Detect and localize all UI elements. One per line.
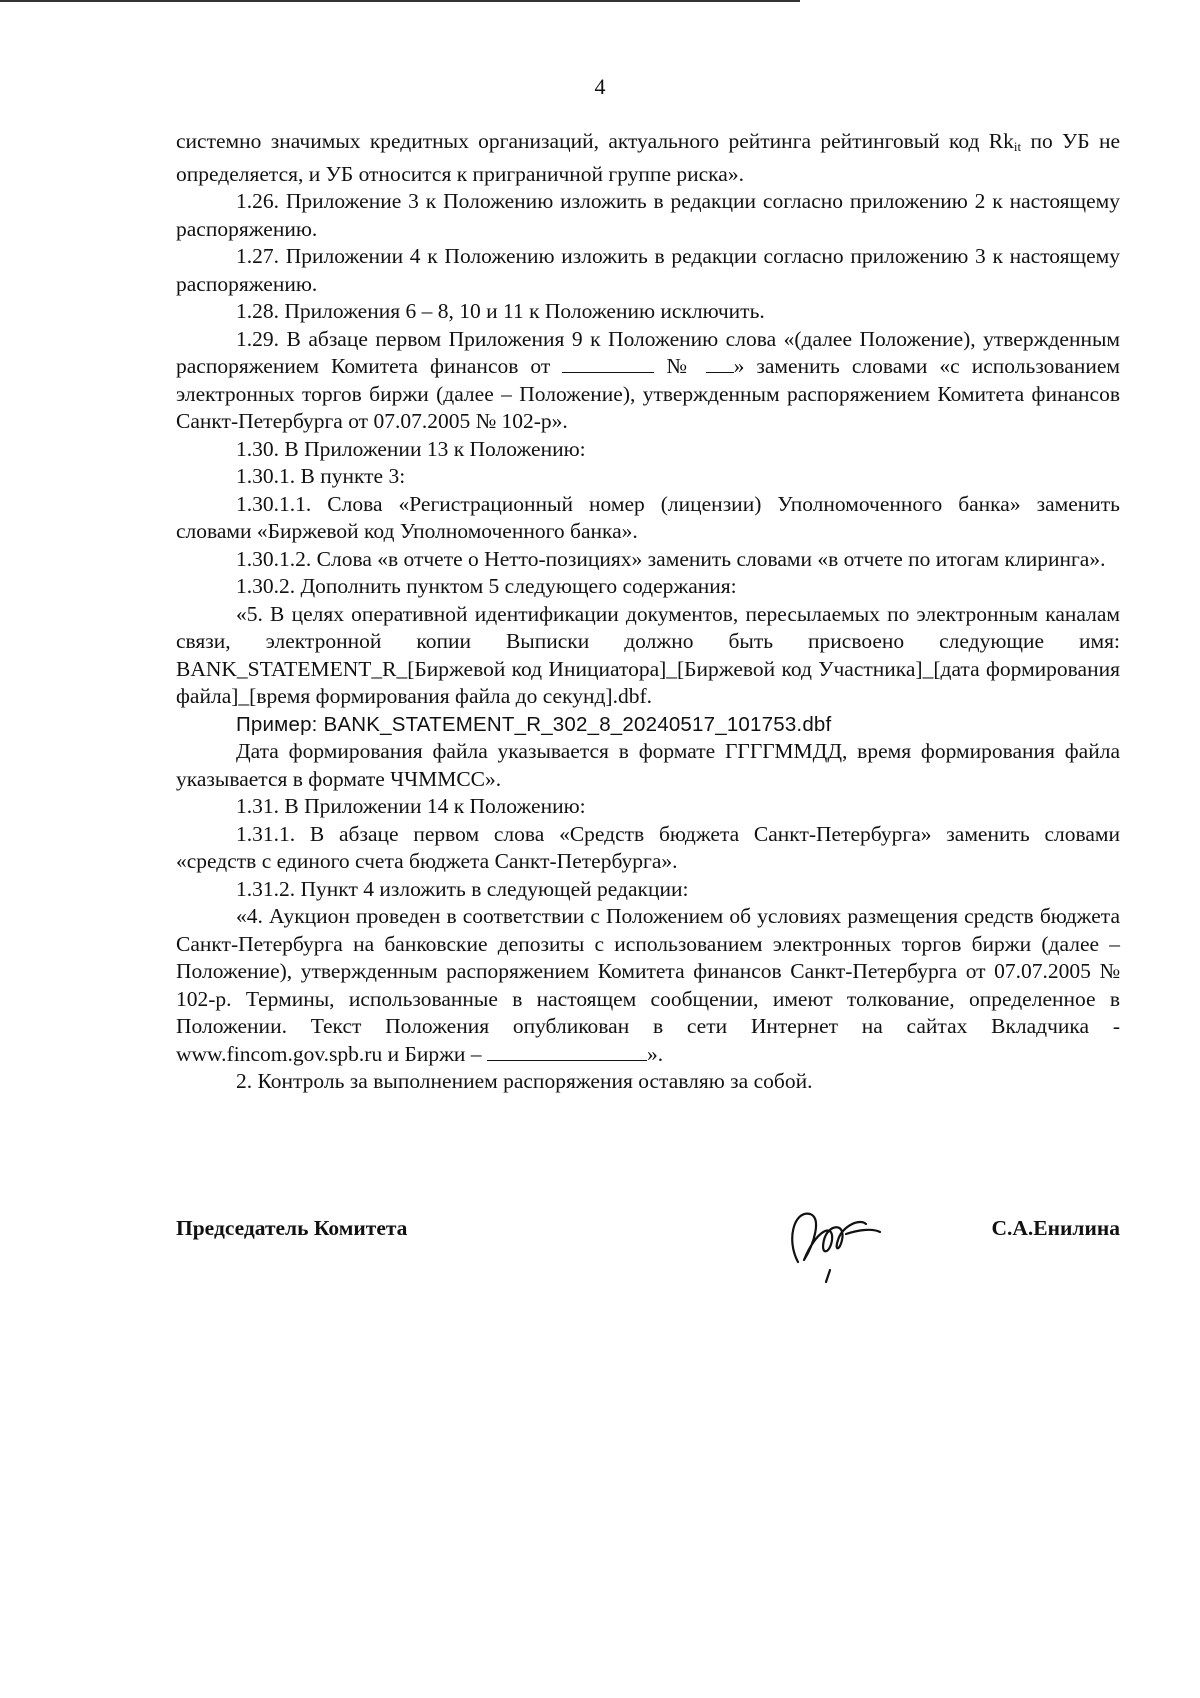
- paragraph-1-27: 1.27. Приложении 4 к Положению изложить в редакции согласно приложению 3 к настоящему распоряжению.: [176, 244, 1120, 296]
- paragraph-1-28: 1.28. Приложения 6 – 8, 10 и 11 к Положению исключить.: [236, 299, 765, 323]
- paragraph-point-5: «5. В целях оперативной идентификации документов, пересылаемых по электронным каналам связи, электронной копии Выписки должно быть присвоено следующие имя: BANK_STATEMENT_R_[Биржевой код Инициатора]_[Биржевой код Участника]_[дата формирования файла]_[время формирования файла до секунд].dbf.: [176, 601, 1120, 708]
- blank-date-line: [562, 354, 654, 373]
- scan-top-edge: [0, 0, 800, 2]
- paragraph-1-30-2: 1.30.2. Дополнить пунктом 5 следующего содержания:: [236, 574, 737, 598]
- page-number: 4: [594, 74, 606, 99]
- paragraph-text: по УБ не определяется, и УБ относится к приграничной группе риска».: [176, 129, 1121, 186]
- paragraph-text: «4. Аукцион проведен в соответствии с Положением об условиях размещения средств бюджета Санкт-Петербурга на банковские депозиты с использованием электронных торгов биржи (далее – Положение), утвержденным распоряжением Комитета финансов Санкт-Петербурга от 07.07.2005 № 102-р. Термины, использованные в настоящем сообщении, имеют толкование, определенное в Положении. Текст Положения опубликован в сети Интернет на сайтах Вкладчика - www.fincom.gov.spb.ru и Биржи –: [176, 904, 1120, 1066]
- paragraph-text: » заменить словами «с использованием электронных торгов биржи (далее – Положение), утвержденным распоряжением Комитета финансов Санкт-Петербурга от 07.07.2005 № 102-р».: [176, 354, 1121, 433]
- signature-block: [176, 1200, 1120, 1280]
- paragraph-point-4: [176, 903, 1120, 1068]
- blank-number-line: [706, 354, 734, 373]
- paragraph-1-30: 1.30. В Приложении 13 к Положению:: [236, 436, 586, 461]
- number-sign: №: [666, 354, 694, 378]
- signatory-position: Председатель Комитета: [176, 1216, 408, 1240]
- paragraph-1-31-2: 1.31.2. Пункт 4 изложить в следующей редакции:: [236, 876, 689, 901]
- paragraph-rating-continuation: [176, 128, 1120, 188]
- paragraph-text: системно значимых кредитных организаций, актуального рейтинга рейтинговый код Rk: [176, 129, 1014, 153]
- paragraph-text: ».: [646, 1041, 664, 1066]
- paragraph-1-30-1-2: 1.30.1.2. Слова «в отчете о Нетто-позициях» заменить словами «в отчете по итогам клиринга».: [236, 546, 1106, 571]
- document-body: [176, 128, 1120, 1096]
- paragraph-example: Пример: BANK_STATEMENT_R_302_8_20240517_101753.dbf: [236, 712, 832, 736]
- paragraph-1-31: 1.31. В Приложении 14 к Положению:: [236, 794, 586, 818]
- paragraph-1-29: [176, 326, 1120, 436]
- signatory-name: С.А.Енилина: [991, 1216, 1120, 1240]
- handwritten-signature: [776, 1200, 896, 1290]
- paragraph-1-30-1-1: 1.30.1.1. Слова «Регистрационный номер (лицензии) Уполномоченного банка» заменить словами «Биржевой код Уполномоченного банка».: [176, 491, 1120, 543]
- subscript-it: it: [1013, 139, 1022, 154]
- paragraph-1-30-1: 1.30.1. В пункте 3:: [236, 464, 406, 488]
- paragraph-2-control: 2. Контроль за выполнением распоряжения оставляю за собой.: [236, 1069, 813, 1093]
- paragraph-text: 1.29. В абзаце первом Приложения 9 к Положению слова «(далее Положение), утвержденным распоряжением Комитета финансов от: [176, 326, 1120, 378]
- paragraph-1-26: 1.26. Приложение 3 к Положению изложить в редакции согласно приложению 2 к настоящему распоряжению.: [176, 189, 1120, 241]
- blank-exchange-site-line: [487, 1042, 647, 1061]
- paragraph-1-31-1: 1.31.1. В абзаце первом слова «Средств бюджета Санкт-Петербурга» заменить словами «средств с единого счета бюджета Санкт-Петербурга».: [176, 821, 1120, 873]
- paragraph-date-format: Дата формирования файла указывается в формате ГГГГММДД, время формирования файла указывается в формате ЧЧММСС».: [176, 739, 1120, 791]
